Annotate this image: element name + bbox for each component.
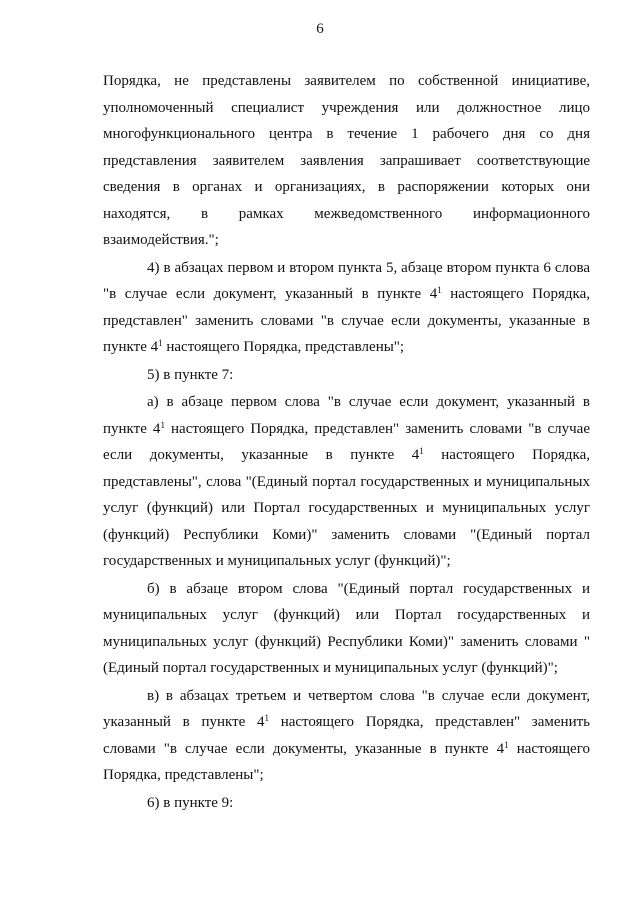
superscript-index: 1 xyxy=(160,419,165,430)
superscript-index: 1 xyxy=(264,713,270,723)
page-number: 6 xyxy=(316,21,324,37)
text-run: настоящего Порядка, представлены"; xyxy=(103,740,590,783)
text-run: настоящего Порядка, представлен" заменить словами "в случае если документы, указанные в пункте 4 xyxy=(103,714,590,757)
text-run: настоящего Порядка, представлены"; xyxy=(162,339,405,355)
superscript-index: 1 xyxy=(158,338,163,348)
text-run: настоящего Порядка, представлен" заменить словами "в случае если документы, указанные в пункте 4 xyxy=(103,420,590,463)
paragraph-p4 xyxy=(103,389,590,575)
paragraph-p1 xyxy=(103,68,590,254)
text-run: настоящего Порядка, представлен" заменить словами "в случае если документы, указанные в пункте 4 xyxy=(103,286,590,355)
text-run: 6) в пункте 9: xyxy=(147,794,234,811)
text-run: настоящего Порядка, представлены", слова "(Единый портал государственных и муниципальных услуг (функций) или Портал государственных и муниципальных услуг (функций) Республики Коми)" заменить словами "(Единый портал государственных и муниципальных услуг (функций)"; xyxy=(103,447,590,569)
text-run: б) в абзаце втором слова "(Единый портал государственных и муниципальных услуг (функций) или Портал государственных и муниципальных услуг (функций) Республики Коми)" заменить словами "(Единый портал государственных и муниципальных услуг (функций)"; xyxy=(103,580,590,676)
paragraph-p2 xyxy=(103,255,590,361)
paragraph-p6 xyxy=(103,683,590,789)
superscript-index: 1 xyxy=(419,446,424,456)
text-run: в) в абзацах третьем и четвертом слова "в случае если документ, указанный в пункте 4 xyxy=(103,687,590,730)
paragraph-p7 xyxy=(103,790,590,817)
text-run: 5) в пункте 7: xyxy=(147,366,234,383)
superscript-index: 1 xyxy=(504,739,509,750)
document-body xyxy=(103,68,590,816)
superscript-index: 1 xyxy=(437,285,442,295)
paragraph-p5 xyxy=(103,576,590,682)
text-run: 4) в абзацах первом и втором пункта 5, абзаце втором пункта 6 слова "в случае если документ, указанный в пункте 4 xyxy=(103,259,590,302)
text-run: а) в абзаце первом слова "в случае если документ, указанный в пункте 4 xyxy=(103,394,590,437)
paragraph-p3 xyxy=(103,362,590,389)
text-run: Порядка, не представлены заявителем по собственной инициативе, уполномоченный специалист учреждения или должностное лицо многофункционального центра в течение 1 рабочего дня со дня представления заявителем заявления запрашивает соответствующие сведения в органах и организациях, в распоряжении которых они находятся, в рамках межведомственного информационного взаимодействия."; xyxy=(103,73,590,248)
